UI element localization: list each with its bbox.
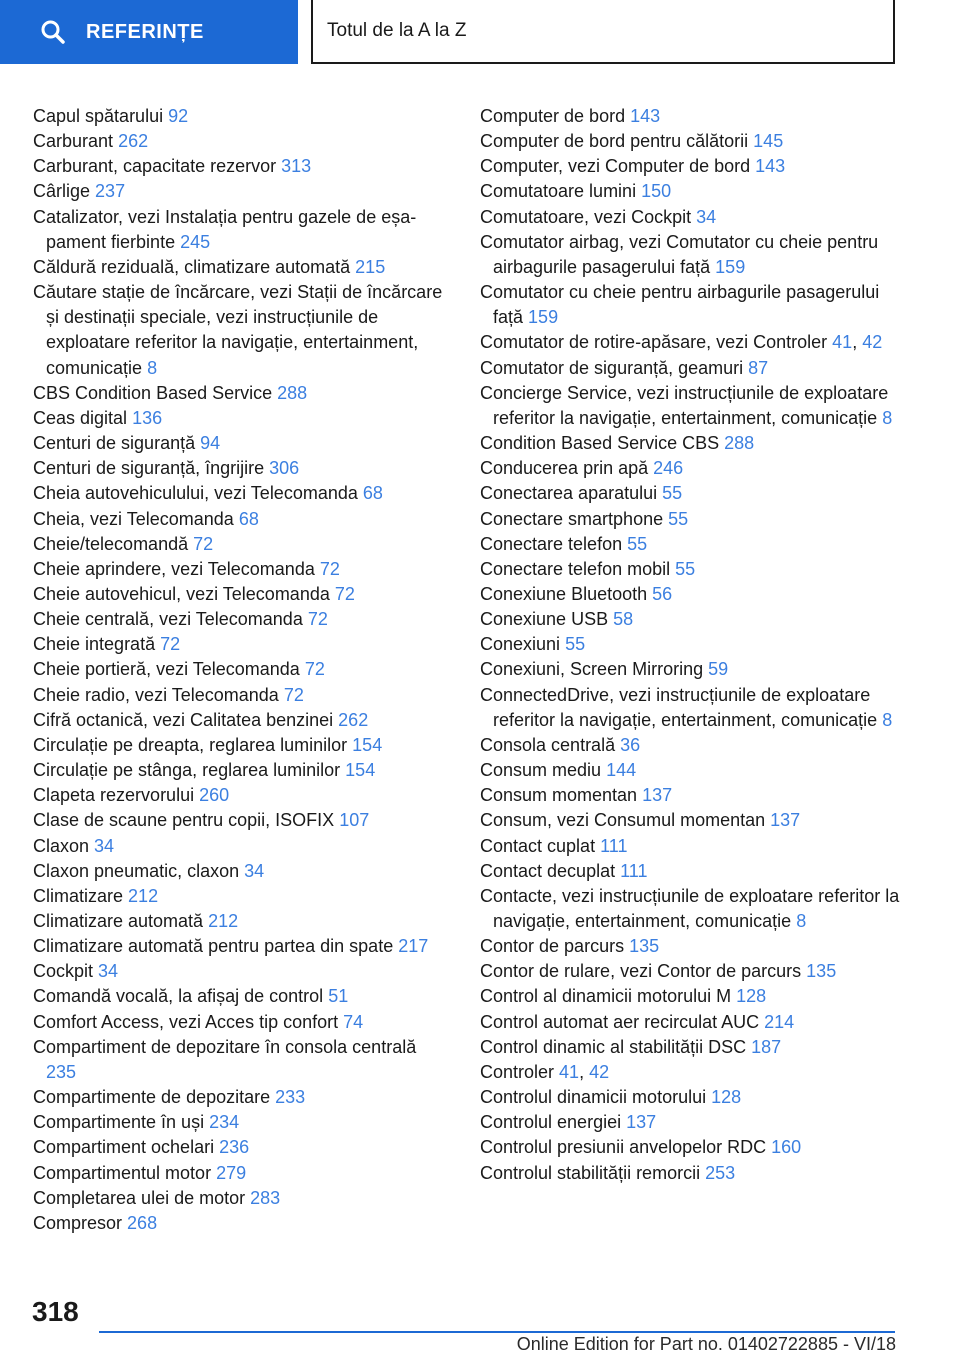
- index-entry-text: Compartiment ochelari: [33, 1137, 215, 1158]
- page-reference-link[interactable]: 42: [862, 332, 883, 353]
- index-entry-text: Controlul stabilității remorcii: [480, 1162, 701, 1183]
- index-entry: [480, 733, 910, 758]
- index-entry-text: Consola centrală: [480, 734, 616, 755]
- index-entry-text: Compartimentul motor: [33, 1162, 212, 1183]
- index-entry: [480, 356, 910, 381]
- index-entry-text: Centuri de siguranță, îngrijire: [33, 458, 265, 479]
- index-entry-text: Conexiuni, Screen Mirroring: [480, 659, 704, 680]
- index-entry-text: Cheia autovehiculului, vezi Telecomanda: [33, 483, 358, 504]
- index-entry-text: Condition Based Service CBS: [480, 433, 720, 454]
- page-reference-link[interactable]: 143: [755, 156, 786, 177]
- index-entry-text: Cifră octanică, vezi Calitatea benzinei: [33, 709, 334, 730]
- index-entry-text: Controlul presiunii anvelopelor RDC: [480, 1137, 767, 1158]
- page-reference-link[interactable]: 313: [281, 156, 312, 177]
- index-entry-text: Comutator airbag, vezi Comutator cu cheie pentru airbagurile pasagerului față: [480, 231, 879, 277]
- page-reference-link[interactable]: 8: [882, 709, 893, 730]
- index-entry-text: Claxon: [33, 835, 90, 856]
- page-reference-link[interactable]: 94: [200, 433, 221, 454]
- index-entry: [33, 1085, 443, 1110]
- index-column-left: [33, 104, 443, 1236]
- page-reference-link[interactable]: 68: [362, 483, 383, 504]
- index-entry: Controler 41, 42: [480, 1061, 610, 1082]
- page-reference-link[interactable]: 154: [352, 734, 383, 755]
- index-entry: [33, 154, 443, 179]
- index-entry-text: Control al dinamicii motorului M: [480, 986, 732, 1007]
- index-entry-text: Comutator cu cheie pentru airbagurile pasagerului față: [480, 282, 880, 328]
- index-entry: [33, 758, 443, 783]
- index-entry-text: Climatizare automată pentru partea din spate: [33, 936, 394, 957]
- page-reference-link[interactable]: 41: [832, 332, 853, 353]
- index-entry-text: Comutatoare, vezi Cockpit: [480, 206, 692, 227]
- page-reference-link[interactable]: 92: [168, 106, 189, 126]
- tab-totul-de-la-a-la-z[interactable]: [311, 0, 895, 64]
- index-entry: [33, 280, 443, 381]
- page-reference-link[interactable]: 246: [653, 458, 684, 479]
- page-reference-link[interactable]: 212: [128, 885, 159, 906]
- index-entry: [480, 557, 910, 582]
- page-reference-link[interactable]: 262: [118, 131, 149, 152]
- page-reference-link[interactable]: 137: [642, 785, 673, 806]
- index-entry-text: Contact decuplat: [480, 860, 616, 881]
- index-entry: [480, 758, 910, 783]
- index-entry-text: Contact cuplat: [480, 835, 596, 856]
- index-entry-text: Centuri de siguranță: [33, 433, 196, 454]
- index-entry-text: Controler: [480, 1061, 555, 1082]
- index-entry: [480, 104, 910, 129]
- index-entry-text: Compresor: [33, 1212, 123, 1233]
- index-entry-text: Conducerea prin apă: [480, 458, 649, 479]
- index-entry: [33, 381, 443, 406]
- index-entry-text: Conectare telefon mobil: [480, 558, 671, 579]
- index-entry-text: Consum momentan: [480, 785, 638, 806]
- index-entry-text: Carburant, capacitate rezervor: [33, 156, 277, 177]
- index-entry-text: Concierge Service, vezi instrucțiunile de exploatare referitor la navigație, entertainment, comunicație: [480, 382, 889, 428]
- index-entry-text: Comutatoare lumini: [480, 181, 637, 202]
- tab-referinte[interactable]: [0, 0, 298, 64]
- page-reference-link[interactable]: 72: [334, 583, 355, 604]
- page-reference-link[interactable]: 306: [269, 458, 300, 479]
- page-reference-link[interactable]: 55: [662, 483, 683, 504]
- page-reference-link[interactable]: 145: [753, 131, 784, 152]
- index-entry-text: Comandă vocală, la afișaj de control: [33, 986, 324, 1007]
- index-entry-text: Clase de scaune pentru copii, ISOFIX: [33, 810, 335, 831]
- index-entry: [33, 683, 443, 708]
- index-entry: [480, 230, 910, 280]
- index-entry-text: Completarea ulei de motor: [33, 1187, 246, 1208]
- page-reference-link[interactable]: 55: [668, 508, 689, 529]
- index-entry: [480, 456, 910, 481]
- index-entry: [33, 1135, 443, 1160]
- page-reference-link[interactable]: 72: [319, 558, 340, 579]
- page-reference-link[interactable]: 51: [328, 986, 349, 1007]
- page-reference-link[interactable]: 59: [708, 659, 729, 680]
- index-entry: [480, 481, 910, 506]
- index-entry: [33, 582, 443, 607]
- page-reference-link[interactable]: 160: [771, 1137, 802, 1158]
- index-entry-text: Conexiune Bluetooth: [480, 583, 648, 604]
- index-entry: [480, 179, 910, 204]
- index-entry: [33, 783, 443, 808]
- index-entry: [33, 708, 443, 733]
- index-entry: [33, 104, 443, 129]
- index-entry-text: Circulație pe stânga, reglarea luminilor: [33, 760, 341, 781]
- index-entry-text: Circulație pe dreapta, reglarea luminilor: [33, 734, 348, 755]
- index-entry-text: Control dinamic al stabilității DSC: [480, 1036, 747, 1057]
- index-entry: [33, 205, 443, 255]
- page-reference-link[interactable]: 74: [343, 1011, 364, 1032]
- index-entry: [33, 1211, 443, 1236]
- header-bar: [0, 0, 960, 66]
- index-entry: [33, 1186, 443, 1211]
- page-reference-link[interactable]: 279: [216, 1162, 247, 1183]
- page-reference-link[interactable]: 36: [620, 734, 641, 755]
- index-entry-text: Cârlige: [33, 181, 91, 202]
- index-entry: [480, 783, 910, 808]
- index-entry-text: Cockpit: [33, 961, 94, 982]
- index-entry: [33, 481, 443, 506]
- index-entry-text: Compartimente de depozitare: [33, 1087, 271, 1108]
- index-entry-text: Climatizare: [33, 885, 124, 906]
- index-entry: [33, 632, 443, 657]
- index-entry: [480, 1110, 910, 1135]
- search-icon: [40, 19, 66, 45]
- page-reference-link[interactable]: 135: [629, 936, 660, 957]
- page-reference-link[interactable]: 135: [806, 961, 837, 982]
- index-entry: [33, 255, 443, 280]
- index-entry: [33, 959, 443, 984]
- page-reference-link[interactable]: 217: [398, 936, 429, 957]
- page-reference-link[interactable]: 87: [748, 357, 769, 378]
- page-reference-link[interactable]: 268: [127, 1212, 158, 1233]
- index-entry-text: Cheia, vezi Telecomanda: [33, 508, 234, 529]
- page-reference-link[interactable]: 55: [565, 634, 586, 655]
- index-entry-text: Căldură reziduală, climatizare automată: [33, 256, 351, 277]
- index-entry: [480, 834, 910, 859]
- index-entry-text: Capul spătarului: [33, 106, 164, 126]
- index-entry-text: Conectare smartphone: [480, 508, 664, 529]
- page-reference-link[interactable]: 137: [770, 810, 801, 831]
- page-reference-link[interactable]: 234: [209, 1112, 240, 1133]
- page-reference-link[interactable]: 41: [559, 1061, 580, 1082]
- index-entry: [480, 1135, 910, 1160]
- index-entry: [33, 1010, 443, 1035]
- page-reference-link[interactable]: 137: [626, 1112, 657, 1133]
- index-entry-text: Computer de bord: [480, 106, 626, 126]
- index-entry: [33, 129, 443, 154]
- index-entry-text: Cheie aprindere, vezi Telecomanda: [33, 558, 315, 579]
- page-reference-link[interactable]: 111: [600, 835, 628, 856]
- page-number: 318: [32, 1296, 79, 1327]
- index-entry: [480, 280, 910, 330]
- index-entry-text: Climatizare automată: [33, 911, 204, 931]
- page-reference-link[interactable]: 215: [355, 256, 386, 277]
- index-entry: [33, 406, 443, 431]
- index-entry: [480, 582, 910, 607]
- index-entry-text: Compartimente în uși: [33, 1112, 205, 1133]
- index-entry: [33, 607, 443, 632]
- page-reference-link[interactable]: 34: [696, 206, 717, 227]
- index-entry: [480, 984, 910, 1009]
- index-entry-text: Cheie radio, vezi Telecomanda: [33, 684, 279, 705]
- index-entry-text: Cheie/telecomandă: [33, 533, 189, 554]
- index-entry: [33, 808, 443, 833]
- index-entry-text: Ceas digital: [33, 407, 128, 428]
- index-entry-text: Control automat aer recirculat AUC: [480, 1011, 760, 1032]
- index-entry: [33, 557, 443, 582]
- index-entry: [480, 532, 910, 557]
- page-reference-link[interactable]: 107: [339, 810, 370, 831]
- index-entry-text: Consum, vezi Consumul momentan: [480, 810, 766, 831]
- index-entry: [480, 859, 910, 884]
- index-entry-text: ConnectedDrive, vezi instrucțiunile de exploatare referitor la navigație, entertainment, comunicație: [480, 684, 878, 730]
- index-entry: [33, 733, 443, 758]
- tab-referinte-label: REFERINȚE: [86, 20, 204, 43]
- index-entry-text: Computer, vezi Computer de bord: [480, 156, 751, 177]
- index-entry: [33, 532, 443, 557]
- index-entry-text: Consum mediu: [480, 760, 602, 781]
- page-reference-link[interactable]: 214: [764, 1011, 795, 1032]
- page-reference-link[interactable]: 283: [250, 1187, 281, 1208]
- index-entry: [480, 934, 910, 959]
- page-reference-link[interactable]: 72: [283, 684, 304, 705]
- index-entry-text: Computer de bord pentru călătorii: [480, 131, 749, 152]
- index-entry-text: Căutare stație de încărcare, vezi Stații de încărcare și destinații speciale, vezi instrucțiunile de exploatare referitor la navigație, entertainment, comunicație: [33, 282, 443, 378]
- index-entry: Comutator de rotire-apăsare, vezi Controler 41, 42: [480, 332, 883, 353]
- index-entry: [33, 507, 443, 532]
- index-entry: [33, 934, 443, 959]
- index-entry-text: Cheie centrală, vezi Telecomanda: [33, 609, 303, 630]
- page-reference-link[interactable]: 55: [627, 533, 648, 554]
- footer-divider: [99, 1331, 895, 1333]
- index-entry-text: Contor de rulare, vezi Contor de parcurs: [480, 961, 802, 982]
- index-entry-text: Comfort Access, vezi Acces tip confort: [33, 1011, 339, 1032]
- index-entry-text: Comutator de rotire-apăsare, vezi Controler: [480, 332, 828, 353]
- index-entry: [33, 884, 443, 909]
- index-entry-text: Cheie autovehicul, vezi Telecomanda: [33, 583, 330, 604]
- index-entry-text: Clapeta rezervorului: [33, 785, 195, 806]
- index-entry: [480, 1161, 910, 1186]
- index-entry: [33, 431, 443, 456]
- page-reference-link[interactable]: 236: [219, 1137, 250, 1158]
- page-reference-link[interactable]: 144: [606, 760, 637, 781]
- index-entry-text: Controlul energiei: [480, 1112, 622, 1133]
- page-reference-link[interactable]: 143: [630, 106, 661, 126]
- index-entry: [480, 607, 910, 632]
- index-entry: [480, 431, 910, 456]
- index-entry: [480, 1035, 910, 1060]
- page-reference-link[interactable]: 72: [193, 533, 214, 554]
- page-reference-link[interactable]: 8: [147, 357, 158, 378]
- page-reference-link[interactable]: 245: [180, 231, 211, 252]
- page-reference-link[interactable]: 111: [620, 860, 648, 881]
- edition-note: Online Edition for Part no. 01402722885 - VI/18: [516, 1334, 896, 1354]
- page-reference-link[interactable]: 159: [715, 256, 746, 277]
- index-entry-text: CBS Condition Based Service: [33, 382, 273, 403]
- index-entry-text: Contor de parcurs: [480, 936, 625, 957]
- index-entry: [33, 859, 443, 884]
- index-entry: [480, 381, 910, 431]
- page-reference-link[interactable]: 262: [338, 709, 369, 730]
- index-entry: [480, 657, 910, 682]
- index-entry: [480, 808, 910, 833]
- index-entry-text: Catalizator, vezi Instalația pentru gazele de eșapament fierbinte: [33, 206, 417, 252]
- page-reference-link[interactable]: 235: [46, 1061, 77, 1082]
- page-reference-link[interactable]: 212: [208, 911, 239, 931]
- page-reference-link[interactable]: 72: [307, 609, 328, 630]
- index-entry: [480, 632, 910, 657]
- page-reference-link[interactable]: 68: [238, 508, 259, 529]
- page-reference-link[interactable]: 154: [345, 760, 376, 781]
- page-reference-link[interactable]: 260: [199, 785, 230, 806]
- index-entry-text: Cheie integrată: [33, 634, 156, 655]
- page-reference-link[interactable]: 34: [244, 860, 265, 881]
- page-reference-link[interactable]: 237: [95, 181, 126, 202]
- page-reference-link[interactable]: 136: [132, 407, 163, 428]
- tab-totul-label: Totul de la A la Z: [327, 20, 467, 41]
- index-entry: [480, 205, 910, 230]
- index-entry-text: Conectare telefon: [480, 533, 623, 554]
- page-reference-link[interactable]: 288: [277, 382, 308, 403]
- index-entry: [33, 657, 443, 682]
- index-entry-text: Conectarea aparatului: [480, 483, 658, 504]
- index-entry: [33, 1035, 443, 1085]
- index-entry: [480, 1010, 910, 1035]
- index-entry: [480, 129, 910, 154]
- index-column-right: [480, 104, 910, 1186]
- index-entry-text: Comutator de siguranță, geamuri: [480, 357, 744, 378]
- page-reference-link[interactable]: 72: [304, 659, 325, 680]
- index-entry: [33, 984, 443, 1009]
- index-entry: [33, 456, 443, 481]
- page-reference-link[interactable]: 288: [724, 433, 755, 454]
- index-entry: [33, 1110, 443, 1135]
- index-entry: [480, 884, 910, 934]
- index-entry-text: Contacte, vezi instrucțiunile de exploatare referitor la navigație, entertainment, comunicație: [480, 885, 900, 931]
- index-entry: [480, 1085, 910, 1110]
- index-entry: [33, 179, 443, 204]
- page-reference-link[interactable]: 128: [711, 1087, 742, 1108]
- page-reference-link[interactable]: 42: [589, 1061, 610, 1082]
- index-entry-text: Claxon pneumatic, claxon: [33, 860, 240, 881]
- page-reference-link[interactable]: 34: [98, 961, 119, 982]
- page-reference-link[interactable]: 72: [160, 634, 181, 655]
- index-entry-text: Controlul dinamicii motorului: [480, 1087, 707, 1108]
- page-reference-link[interactable]: 253: [705, 1162, 736, 1183]
- page-reference-link[interactable]: 8: [796, 911, 807, 931]
- page-reference-link[interactable]: 187: [751, 1036, 782, 1057]
- page-reference-link[interactable]: 128: [736, 986, 767, 1007]
- page-reference-link[interactable]: 159: [528, 307, 559, 328]
- page-reference-link[interactable]: 8: [882, 407, 893, 428]
- index-entry: [480, 507, 910, 532]
- page-reference-link[interactable]: 233: [275, 1087, 306, 1108]
- index-entry: [33, 834, 443, 859]
- index-entry: [480, 959, 910, 984]
- index-entry-text: Conexiune USB: [480, 609, 609, 630]
- page-reference-link[interactable]: 55: [675, 558, 696, 579]
- page-reference-link[interactable]: 150: [641, 181, 672, 202]
- index-entry: [480, 683, 910, 733]
- index-entry: [33, 1161, 443, 1186]
- page-reference-link[interactable]: 34: [94, 835, 115, 856]
- index-entry-text: Carburant: [33, 131, 114, 152]
- page-reference-link[interactable]: 56: [652, 583, 673, 604]
- index-entry-text: Compartiment de depozitare în consola centrală: [33, 1036, 417, 1057]
- index-entry: [33, 909, 443, 934]
- page-reference-link[interactable]: 58: [613, 609, 634, 630]
- index-entry-text: Cheie portieră, vezi Telecomanda: [33, 659, 300, 680]
- index-entry: [480, 154, 910, 179]
- index-entry-text: Conexiuni: [480, 634, 561, 655]
